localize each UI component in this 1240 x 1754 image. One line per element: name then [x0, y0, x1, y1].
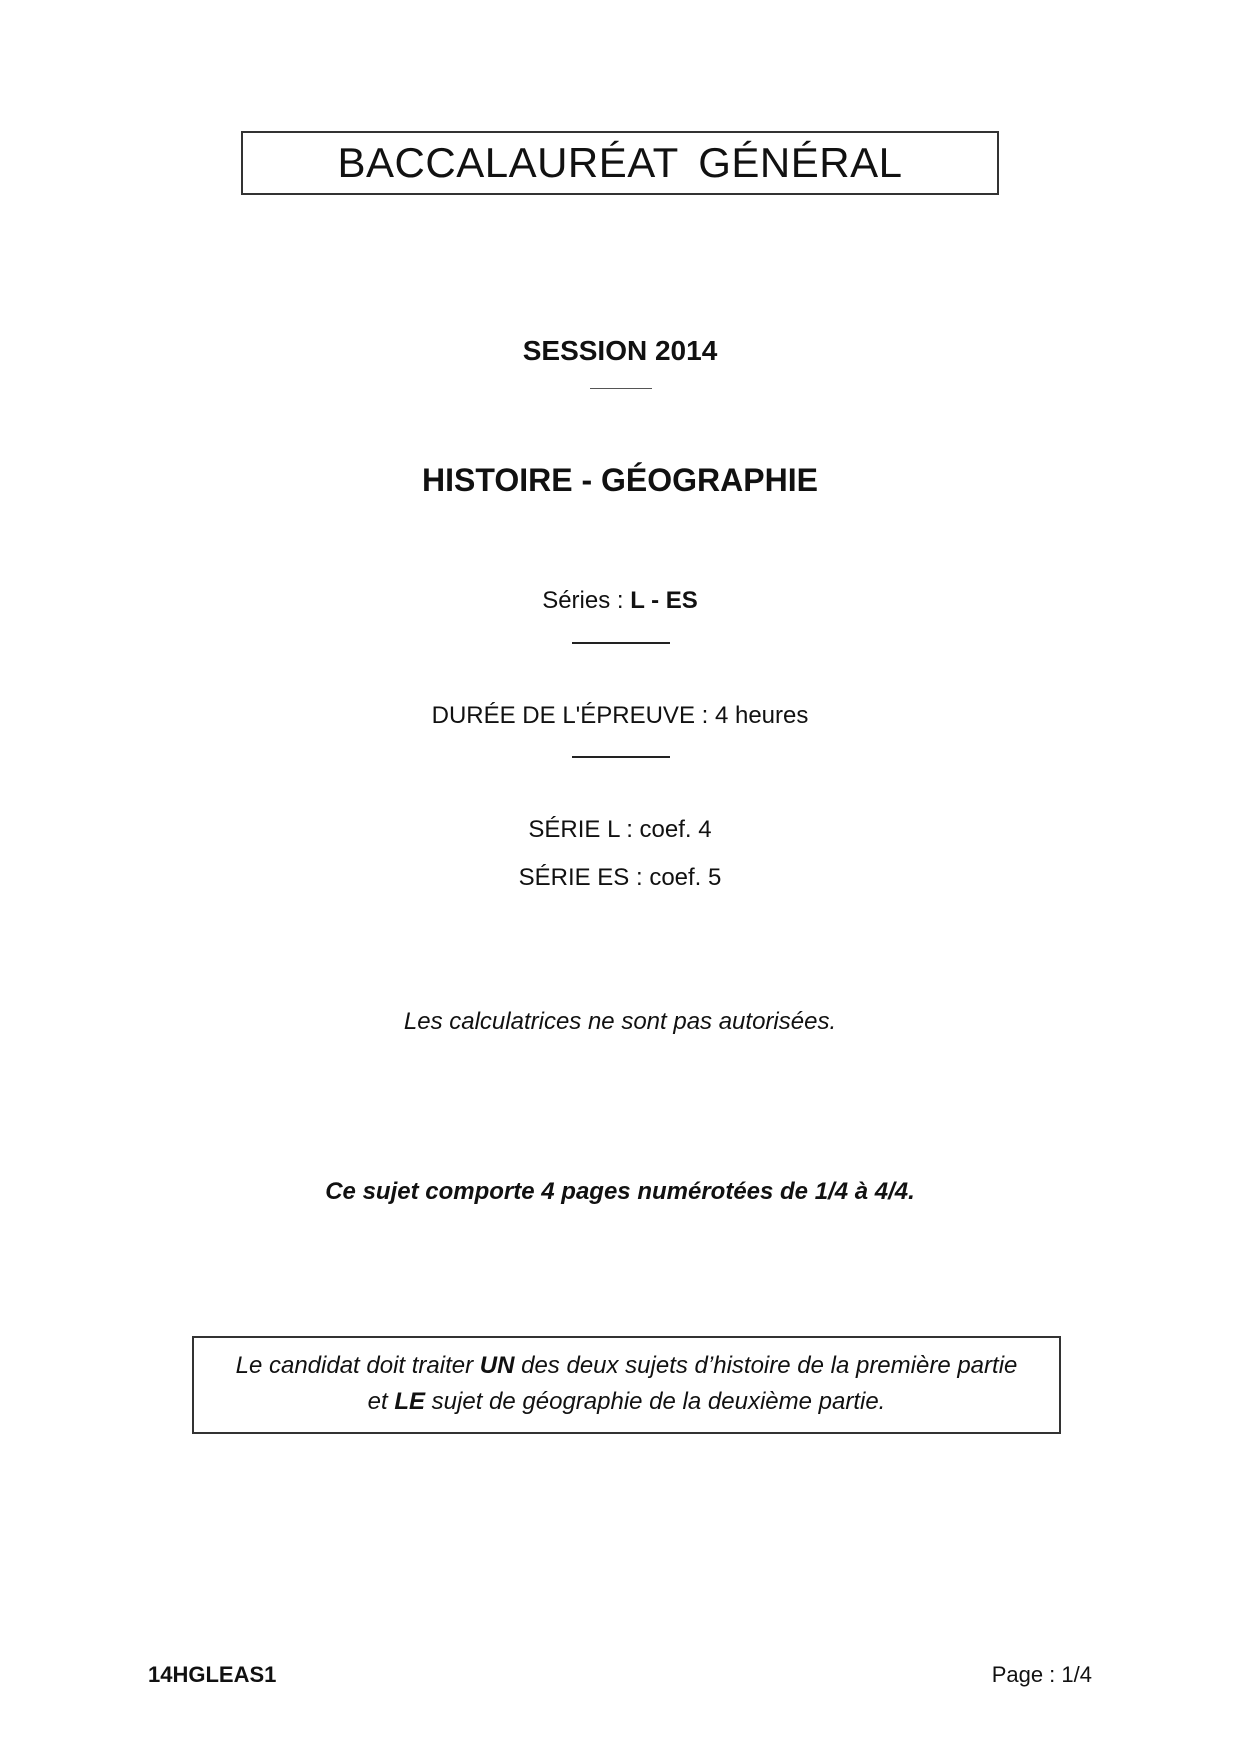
footer-page-number: Page : 1/4 — [991, 1662, 1092, 1687]
instructions-line-1 — [194, 1348, 1059, 1384]
instructions-text: sujet de géographie de la deuxième partie. — [425, 1388, 886, 1415]
subject-title: HISTOIRE - GÉOGRAPHIE — [422, 462, 818, 498]
instructions-text: Le candidat doit traiter — [235, 1352, 480, 1379]
series-value: L - ES — [630, 587, 698, 614]
instructions-text: et — [367, 1388, 395, 1415]
exam-title: BACCALAURÉAT GÉNÉRAL — [241, 131, 999, 195]
duration-divider — [572, 756, 670, 758]
series-line — [0, 585, 1240, 617]
session-divider — [590, 388, 652, 389]
instructions-box — [192, 1336, 1061, 1434]
series-label: Séries : — [542, 587, 631, 614]
footer-exam-code: 14HGLEAS1 — [148, 1662, 277, 1687]
instructions-emphasis: LE — [394, 1388, 426, 1415]
pages-note: Ce sujet comporte 4 pages numérotées de 1/4 à 4/4. — [325, 1178, 915, 1205]
session-label: SESSION 2014 — [522, 335, 718, 366]
instructions-emphasis: UN — [479, 1352, 515, 1379]
duration-line: DURÉE DE L'ÉPREUVE : 4 heures — [431, 702, 809, 729]
calculators-note: Les calculatrices ne sont pas autorisées. — [403, 1008, 837, 1035]
coefficient-serie-es: SÉRIE ES : coef. 5 — [518, 864, 722, 891]
coefficient-serie-l: SÉRIE L : coef. 4 — [528, 816, 712, 843]
series-divider — [572, 642, 670, 644]
instructions-text: des deux sujets d’histoire de la première partie — [514, 1352, 1018, 1379]
instructions-line-2 — [194, 1384, 1059, 1420]
